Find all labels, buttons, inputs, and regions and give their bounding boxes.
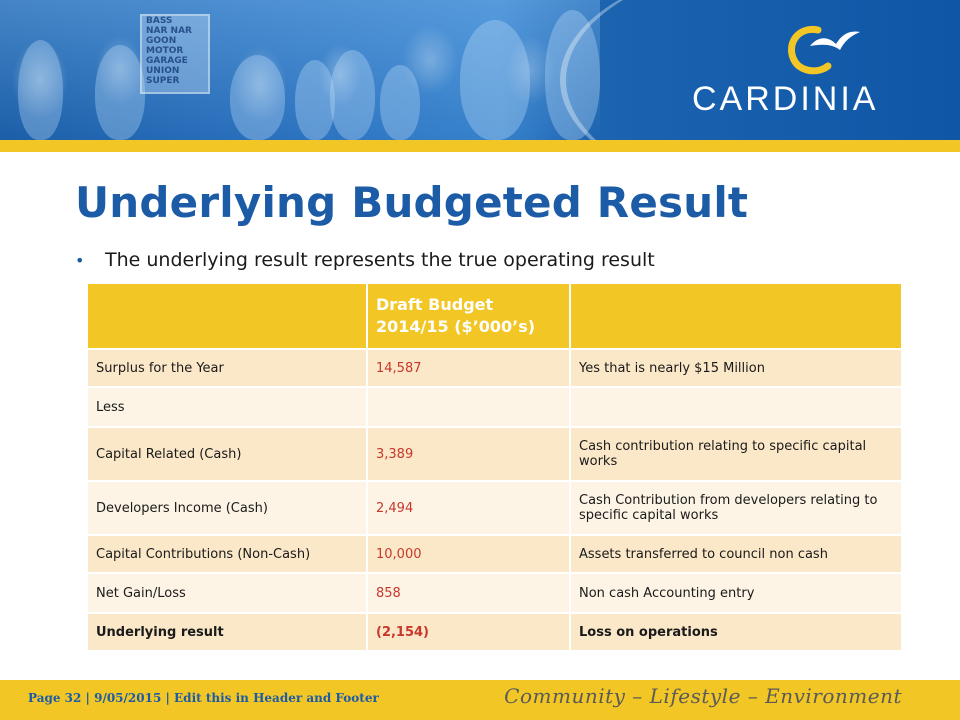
- row-label: Underlying result: [88, 614, 368, 652]
- row-note: Cash Contribution from developers relating to specific capital works: [571, 482, 903, 536]
- table-row: [88, 428, 903, 482]
- logo-wordmark: CARDINIA: [692, 80, 879, 118]
- photo-person: [460, 20, 530, 140]
- page-title: Underlying Budgeted Result: [75, 178, 749, 227]
- row-value: 14,587: [368, 350, 571, 388]
- footer-page-info: Page 32 | 9/05/2015 | Edit this in Header and Footer: [28, 691, 379, 705]
- table-header-note: [571, 284, 903, 350]
- row-value: 858: [368, 574, 571, 614]
- photo-person: [18, 40, 63, 140]
- table-row: [88, 388, 903, 428]
- table-row: [88, 536, 903, 574]
- row-value: (2,154): [368, 614, 571, 652]
- photo-person: [230, 55, 285, 140]
- footer-bar: [0, 680, 960, 720]
- table-header-budget: Draft Budget 2014/15 ($’000’s): [368, 284, 571, 350]
- row-label: Capital Related (Cash): [88, 428, 368, 482]
- sign-line: UNION: [146, 66, 180, 76]
- row-value: 3,389: [368, 428, 571, 482]
- row-label: Developers Income (Cash): [88, 482, 368, 536]
- sign-line: SUPER: [146, 76, 180, 86]
- sign-line: MOTOR GARAGE: [146, 46, 188, 66]
- row-note: Assets transferred to council non cash: [571, 536, 903, 574]
- photo-person: [380, 65, 420, 140]
- row-value: 10,000: [368, 536, 571, 574]
- table-header-row: [88, 284, 903, 350]
- row-label: Net Gain/Loss: [88, 574, 368, 614]
- row-note: [571, 388, 903, 428]
- row-value: [368, 388, 571, 428]
- footer-tagline: Community – Lifestyle – Environment: [504, 684, 902, 708]
- photo-person: [95, 45, 145, 140]
- row-label: Less: [88, 388, 368, 428]
- bullet-point: [75, 249, 655, 271]
- photo-person: [295, 60, 335, 140]
- table-row: [88, 574, 903, 614]
- row-note: Cash contribution relating to specific capital works: [571, 428, 903, 482]
- table-row: [88, 482, 903, 536]
- budget-table: [88, 284, 903, 652]
- photo-shop-sign: [140, 14, 210, 94]
- table-header-label: [88, 284, 368, 350]
- row-note: Yes that is nearly $15 Million: [571, 350, 903, 388]
- row-value: 2,494: [368, 482, 571, 536]
- community-photo-collage: [0, 0, 600, 140]
- row-label: Surplus for the Year: [88, 350, 368, 388]
- photo-person: [330, 50, 375, 140]
- bullet-icon: •: [75, 251, 85, 270]
- sign-line: NAR NAR GOON: [146, 26, 192, 46]
- sign-line: BASS: [146, 16, 173, 26]
- table-row-total: [88, 614, 903, 652]
- header-gold-rule: [0, 140, 960, 152]
- row-note: Loss on operations: [571, 614, 903, 652]
- table-row: [88, 350, 903, 388]
- row-label: Capital Contributions (Non-Cash): [88, 536, 368, 574]
- bullet-text: The underlying result represents the true operating result: [105, 249, 655, 271]
- row-note: Non cash Accounting entry: [571, 574, 903, 614]
